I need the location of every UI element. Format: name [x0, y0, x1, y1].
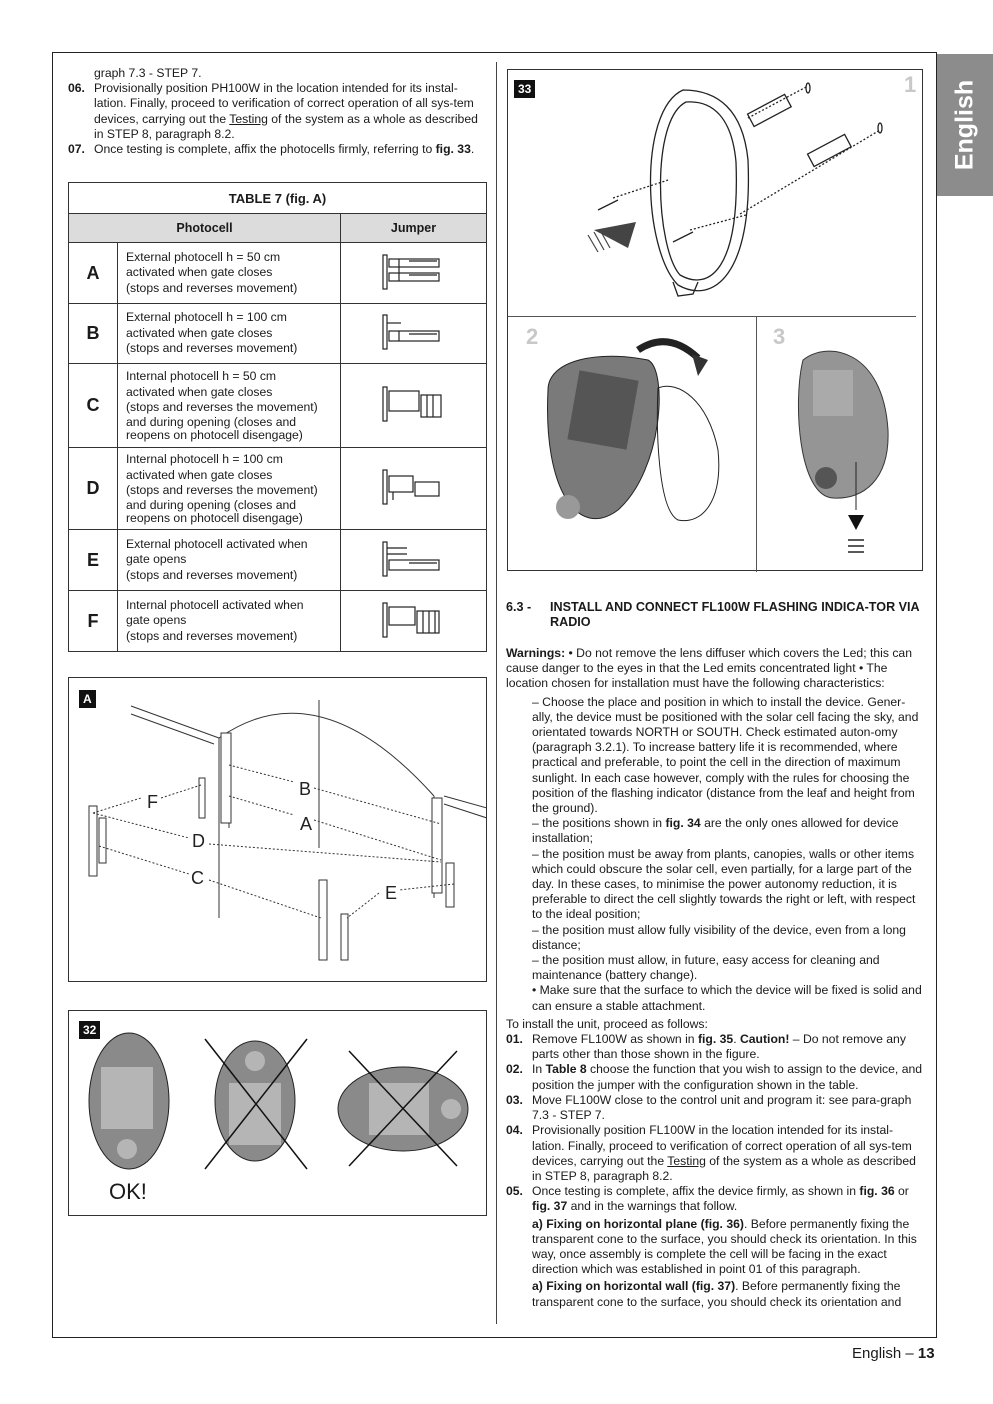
gate-diagram [69, 678, 486, 981]
list-item: – the position must allow fully visibility of the device, even from a long distance; [532, 922, 906, 952]
col-photocell: Photocell [69, 214, 341, 243]
table-row [69, 243, 487, 304]
list-item: – the position must be away from plants, canopies, walls or other items which could obscure the solar cell, even partially, for a large part of the day. In these cases, to minimise the power autonomy reduction, it is preferable to direct the cell slightly towards the right or left, with respect to the ideal position; [532, 846, 916, 922]
language-tab[interactable] [937, 54, 993, 196]
figure-label: 33 [514, 80, 535, 98]
row-letter: A [69, 243, 118, 304]
row-desc: External photocell activated when gate opens (stops and reverses movement) [118, 530, 341, 591]
table-row [69, 530, 487, 591]
section-heading: 6.3 - INSTALL AND CONNECT FL100W FLASHING INDICA-TOR VIA RADIO [506, 600, 920, 629]
row-letter: E [69, 530, 118, 591]
mounting-diagram [508, 70, 922, 570]
step-04: 04. Provisionally position FL100W in the location intended for its instal-lation. Finally, proceed to verification of correct operation of all sys-tem devices, carrying out the Testing of the system as a whole as described in STEP 8, paragraph 8.2. [506, 1123, 916, 1183]
row-letter: F [69, 591, 118, 652]
left-intro-text [68, 66, 487, 157]
step-2-number: 2 [526, 324, 539, 349]
ok-label: OK! [109, 1179, 147, 1204]
continued-line: graph 7.3 - STEP 7. [94, 66, 202, 80]
jumper-icon [341, 364, 487, 448]
row-desc: External photocell h = 100 cm activated when gate closes (stops and reverses movement) [118, 304, 341, 364]
jumper-icon [341, 448, 487, 530]
col-jumper: Jumper [341, 214, 487, 243]
row-letter: D [69, 448, 118, 530]
row-desc: Internal photocell h = 50 cm activated when gate closes (stops and reverses the movement) and during opening (closes and reopens on photocell disengage) [118, 364, 341, 448]
label-c: C [191, 868, 204, 888]
label-b: B [299, 779, 312, 799]
list-item: – Choose the place and position in which to install the device. Gener-ally, the device must be positioned with the solar cell facing the sky, and orientated towards NORTH or SOUTH. Check estimated auton-omy (paragraph 3.2.1). To increase battery life it is recommended, where practical and preferable, to point the cell in the direction of maximum sunlight. In each case however, comply with the rules for choosing the position of the flashing indicator (distance from the leaf and height from the ground). [532, 694, 919, 816]
label-f: F [147, 792, 158, 812]
step-01: 01. Remove FL100W as shown in fig. 35. Caution! – Do not remove any parts other than those shown in the figure. [506, 1032, 906, 1062]
step-number: 07. [68, 142, 85, 157]
fixing-plane: a) Fixing on horizontal plane (fig. 36). Before permanently fixing the transparent cone to the surface, you should check its orientation. In this way, once assembly is complete the cell will be facing in the exact direction which was established in point 01 of this paragraph. [532, 1216, 917, 1277]
table-title: TABLE 7 (fig. A) [69, 183, 487, 214]
step-1-number: 1 [904, 72, 917, 97]
label-a: A [300, 814, 313, 834]
right-text [506, 646, 924, 1310]
figure-a [68, 677, 487, 982]
label-e: E [385, 883, 398, 903]
jumper-icon [341, 304, 487, 364]
figure-32 [68, 1010, 487, 1216]
fixing-wall: a) Fixing on horizontal wall (fig. 37). Before permanently fixing the transparent cone to the surface, you should check its orientation and [532, 1279, 902, 1309]
figure-label: A [79, 690, 96, 708]
table-row [69, 304, 487, 364]
characteristics-list [506, 695, 924, 1014]
warnings: Warnings: • Do not remove the lens diffuser which covers the Led; this can cause danger to the eyes in that the Led emits concentrated light • The location chosen for installation must have the following characteristics: [506, 646, 912, 691]
list-item: • Make sure that the surface to which the device will be fixed is solid and can ensure a stable attachment. [532, 983, 922, 1013]
jumper-icon [341, 591, 487, 652]
step-3-number: 3 [773, 324, 786, 349]
table-row [69, 591, 487, 652]
figure-33 [507, 69, 923, 571]
label-d: D [192, 831, 205, 851]
testing-link[interactable]: Testing [229, 111, 268, 126]
testing-link[interactable]: Testing [667, 1153, 706, 1168]
figure-label: 32 [79, 1021, 100, 1039]
row-desc: External photocell h = 50 cm activated when gate closes (stops and reverses movement) [118, 243, 341, 304]
table-7 [68, 182, 487, 652]
step-05: 05. Once testing is complete, affix the device firmly, as shown in fig. 36 or fig. 37 and in the warnings that follow. [506, 1184, 909, 1214]
install-intro: To install the unit, proceed as follows: [506, 1016, 708, 1031]
jumper-icon [341, 243, 487, 304]
table-row [69, 448, 487, 530]
row-desc: Internal photocell activated when gate opens (stops and reverses movement) [118, 591, 341, 652]
list-item: – the position must allow, in future, easy access for cleaning and maintenance (battery change). [532, 953, 880, 983]
row-desc: Internal photocell h = 100 cm activated when gate closes (stops and reverses the movement) and during opening (closes and reopens on photocell disengage) [118, 448, 341, 530]
row-letter: C [69, 364, 118, 448]
page-number: 13 [917, 1345, 935, 1362]
column-divider [496, 62, 497, 1324]
step-number: 06. [68, 81, 85, 96]
step-07: 07. Once testing is complete, affix the photocells firmly, referring to fig. 33. [68, 142, 475, 157]
step-02: 02. In Table 8 choose the function that you wish to assign to the device, and position the jumper with the configuration shown in the table. [506, 1062, 923, 1092]
step-03: 03. Move FL100W close to the control unit and program it: see para-graph 7.3 - STEP 7. [506, 1092, 912, 1123]
step-06: 06. Provisionally position PH100W in the location intended for its instal-lation. Finally, proceed to verification of correct operation of all sys-tem devices, carrying out the Testing of the system as a whole as described in STEP 8, paragraph 8.2. [68, 81, 478, 141]
row-letter: B [69, 304, 118, 364]
jumper-icon [341, 530, 487, 591]
language-tab-label: English [950, 79, 979, 171]
table-row [69, 364, 487, 448]
page-footer: English – 13 [852, 1345, 935, 1362]
list-item: – the positions shown in fig. 34 are the only ones allowed for device installation; [532, 816, 899, 846]
